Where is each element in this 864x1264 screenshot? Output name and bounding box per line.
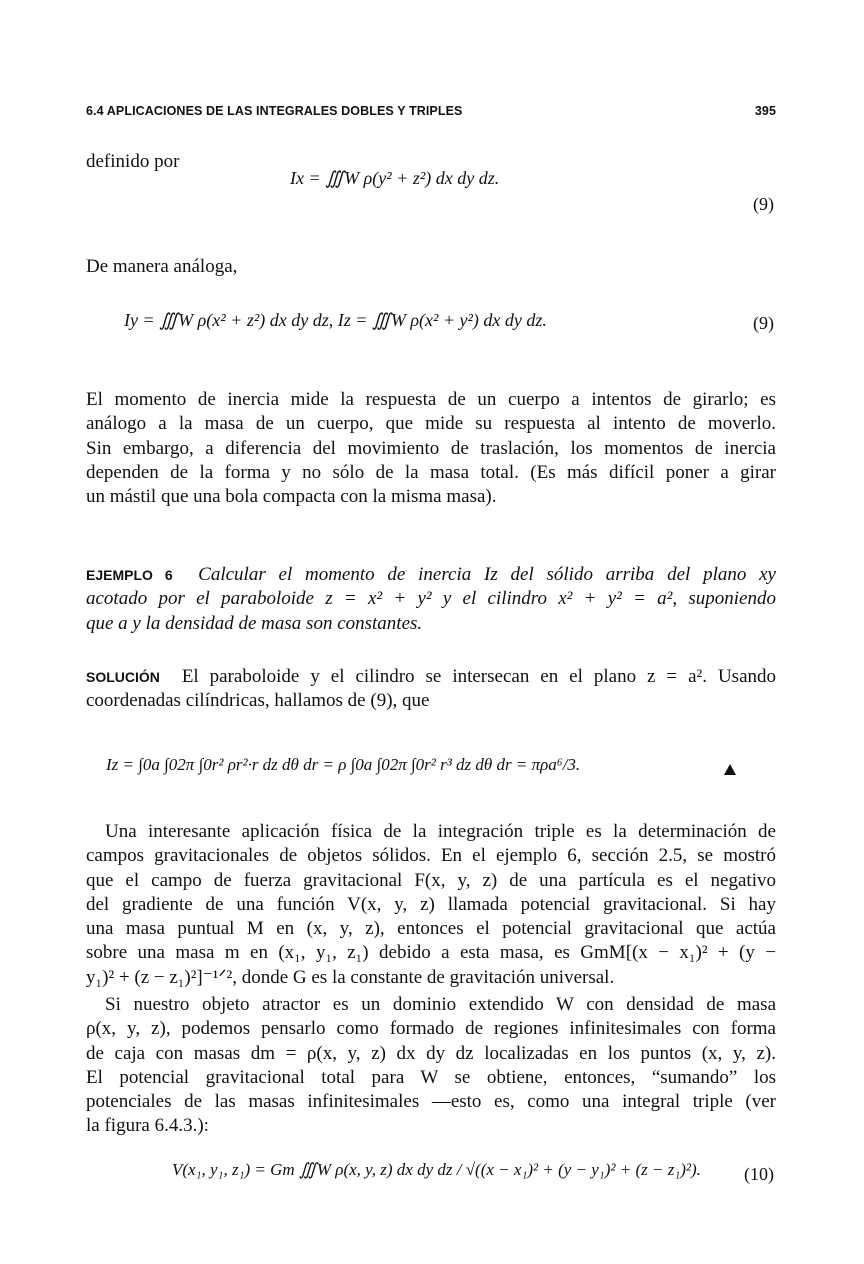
equation-iy-iz-text: Iy = ∭W ρ(x² + z²) dx dy dz, Iz = ∭W ρ(x² + y²) dx dy dz. xyxy=(124,310,547,330)
equation-ix-text: Ix = ∭W ρ(y² + z²) dx dy dz. xyxy=(290,168,500,188)
text-line: la figura 6.4.3.): xyxy=(86,1115,209,1137)
text-line: Si nuestro objeto atractor es un dominio extendido W con densidad de masa xyxy=(105,994,776,1015)
solution-text: El paraboloide y el cilindro se intersecan en el plano z = a². Usando xyxy=(181,666,777,687)
text-line: El momento de inercia mide la respuesta de un cuerpo a intentos de girarlo; es xyxy=(86,389,776,410)
text-line: que el campo de fuerza gravitacional F(x, y, z) de una partícula es el negativo xyxy=(86,869,776,891)
paragraph-intro: definido por xyxy=(86,151,180,172)
text-line: acotado por el paraboloide z = x² + y² y el cilindro x² + y² = a², suponiendo xyxy=(86,588,776,610)
end-of-example-triangle-icon xyxy=(724,764,736,775)
text-line: potenciales de las masas infinitesimales —esto es, como una integral triple (ver xyxy=(86,1091,776,1113)
text-line: coordenadas cilíndricas, hallamos de (9), que xyxy=(86,690,430,712)
equation-ix xyxy=(290,168,499,189)
paragraph-inertia xyxy=(86,388,776,509)
equation-number-10: (10) xyxy=(744,1164,774,1184)
equation-potential xyxy=(172,1160,701,1180)
example-text: Calcular el momento de inercia Iz del sólido arriba del plano xy xyxy=(198,564,776,585)
text-line: que a y la densidad de masa son constantes. xyxy=(86,612,423,634)
text-line: ρ(x, y, z), podemos pensarlo como formado de regiones infinitesimales con forma xyxy=(86,1018,776,1040)
text-line: El potencial gravitacional total para W se obtiene, entonces, “sumando” los xyxy=(86,1066,776,1088)
paragraph-gravitation xyxy=(86,820,776,990)
page-number: 395 xyxy=(754,104,776,118)
text-line: análogo a la masa de un cuerpo, que mide su respuesta al intento de moverlo. xyxy=(86,413,776,435)
equation-solution-text: Iz = ∫0a ∫02π ∫0r² ρr²·r dz dθ dr = ρ ∫0a ∫02π ∫0r² r³ dz dθ dr = πρa⁶/3. xyxy=(106,755,581,774)
text-line: un mástil que una bola compacta con la misma masa). xyxy=(86,486,497,508)
equation-potential-text: V(x₁, y₁, z₁) = Gm ∭W ρ(x, y, z) dx dy dz / √((x − x₁)² + (y − y₁)² + (z − z₁)²). xyxy=(172,1160,701,1179)
text-line: sobre una masa m en (x₁, y₁, z₁) debido a esta masa, es GmM[(x − x₁)² + (y − xyxy=(86,942,776,964)
text-line: del gradiente de una función V(x, y, z) llamada potencial gravitacional. Si hay xyxy=(86,893,776,915)
text-line: de caja con masas dm = ρ(x, y, z) dx dy dz localizadas en los puntos (x, y, z). xyxy=(86,1042,776,1064)
equation-solution xyxy=(106,755,580,775)
text-line: Una interesante aplicación física de la integración triple es la determinación de xyxy=(105,821,776,842)
section-title: 6.4 APLICACIONES DE LAS INTEGRALES DOBLES Y TRIPLES xyxy=(86,104,463,118)
text-line xyxy=(86,563,776,587)
text-line: Sin embargo, a diferencia del movimiento de traslación, los momentos de inercia xyxy=(86,437,776,459)
paragraph-extended-domain xyxy=(86,993,776,1139)
equation-number-9a: (9) xyxy=(753,194,774,214)
equation-iy-iz xyxy=(124,310,547,331)
text-line: campos gravitacionales de objetos sólidos. En el ejemplo 6, sección 2.5, se mostró xyxy=(86,845,776,867)
paragraph-analog: De manera análoga, xyxy=(86,256,238,277)
text-line: y₁)² + (z − z₁)²]⁻¹ᐟ², donde G es la constante de gravitación universal. xyxy=(86,966,615,988)
example-label: EJEMPLO 6 xyxy=(86,567,173,583)
solution-label: SOLUCIÓN xyxy=(86,669,160,685)
text-line xyxy=(86,665,776,689)
example-6 xyxy=(86,563,776,636)
equation-number-9b: (9) xyxy=(753,313,774,333)
running-header xyxy=(86,104,776,118)
text-line: una masa puntual M en (x, y, z), entonces el potencial gravitacional que actúa xyxy=(86,918,776,940)
text-line: dependen de la forma y no sólo de la masa total. (Es más difícil poner a girar xyxy=(86,461,776,483)
solution xyxy=(86,665,776,714)
